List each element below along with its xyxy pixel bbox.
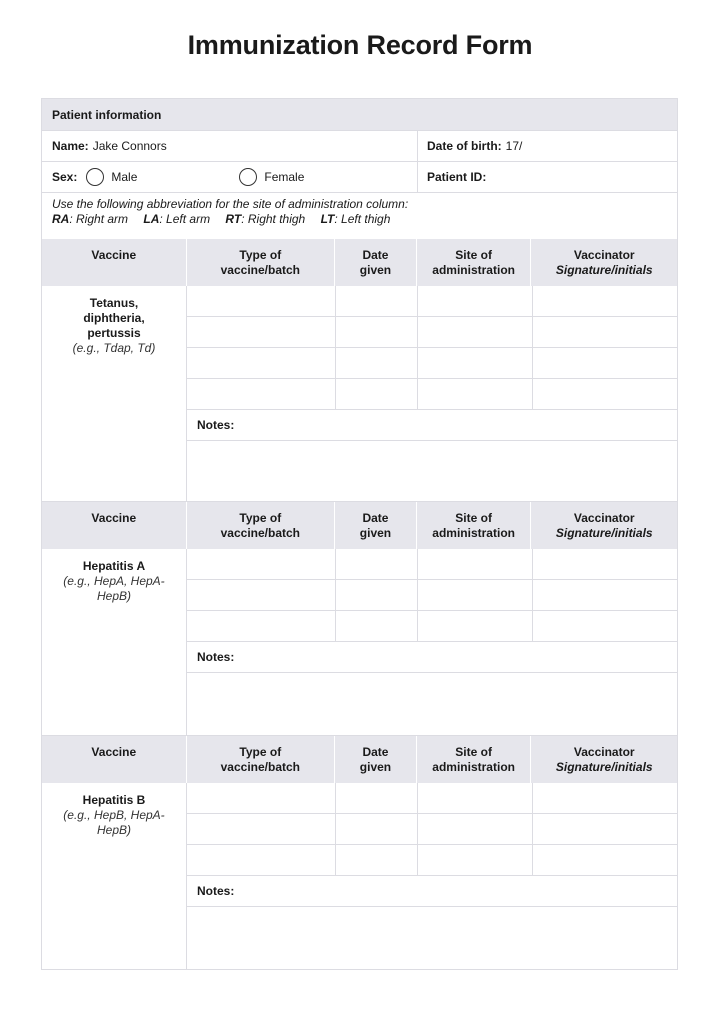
- signature-cell[interactable]: [533, 783, 677, 813]
- signature-cell[interactable]: [533, 379, 677, 409]
- table-row: [187, 845, 677, 876]
- type-cell[interactable]: [187, 580, 336, 610]
- col-type: Type of vaccine/batch: [187, 239, 336, 286]
- type-cell[interactable]: [187, 814, 336, 844]
- date-cell[interactable]: [336, 379, 418, 409]
- abbr-meaning: Right thigh: [247, 212, 306, 226]
- date-cell[interactable]: [336, 549, 418, 579]
- date-cell[interactable]: [336, 286, 418, 316]
- table-row: [187, 379, 677, 410]
- patient-info-header: [42, 99, 677, 131]
- patient-row-1: [42, 131, 677, 162]
- col-type: Type of vaccine/batch: [187, 502, 336, 549]
- vaccine-table-header: [42, 239, 677, 286]
- vaccine-example: (e.g., HepA, HepA-: [63, 574, 165, 588]
- patient-id-label: Patient ID:: [427, 170, 487, 184]
- col-date: Date given: [335, 239, 417, 286]
- dob-value: 17/: [505, 139, 523, 153]
- notes-label: Notes:: [187, 410, 677, 441]
- notes-field[interactable]: [187, 907, 677, 969]
- table-row: [187, 549, 677, 580]
- vaccine-name-cell: [42, 286, 187, 501]
- vaccine-example: (e.g., HepB, HepA-: [63, 808, 165, 822]
- dob-field[interactable]: [418, 131, 677, 161]
- site-cell[interactable]: [418, 286, 533, 316]
- col-type: Type of vaccine/batch: [187, 736, 336, 783]
- signature-cell[interactable]: [533, 317, 677, 347]
- signature-cell[interactable]: [533, 286, 677, 316]
- table-row: [187, 286, 677, 317]
- vaccine-name: Tetanus,: [89, 296, 139, 310]
- date-cell[interactable]: [336, 845, 418, 875]
- abbreviation-legend: RA: Right arm LA: Left arm RT: Right thigh LT: Left thigh: [52, 212, 391, 226]
- type-cell[interactable]: [187, 286, 336, 316]
- signature-cell[interactable]: [533, 845, 677, 875]
- type-cell[interactable]: [187, 783, 336, 813]
- col-site: Site of administration: [417, 736, 532, 783]
- vaccine-body: [42, 286, 677, 501]
- vaccine-section-hepatitis-b: [42, 736, 677, 970]
- site-cell[interactable]: [418, 580, 533, 610]
- notes-field[interactable]: [187, 673, 677, 735]
- name-field[interactable]: [42, 131, 418, 161]
- date-cell[interactable]: [336, 814, 418, 844]
- type-cell[interactable]: [187, 317, 336, 347]
- site-cell[interactable]: [418, 783, 533, 813]
- type-cell[interactable]: [187, 379, 336, 409]
- vaccine-name-cell: [42, 549, 187, 735]
- signature-cell[interactable]: [533, 611, 677, 641]
- abbr-meaning: Right arm: [76, 212, 129, 226]
- notes-field[interactable]: [187, 441, 677, 501]
- vaccine-example: HepB): [96, 823, 131, 837]
- vaccine-body: [42, 549, 677, 735]
- vaccine-body: [42, 783, 677, 969]
- name-value: Jake Connors: [92, 139, 167, 153]
- signature-cell[interactable]: [533, 348, 677, 378]
- signature-cell[interactable]: [533, 814, 677, 844]
- signature-cell[interactable]: [533, 549, 677, 579]
- abbr-meaning: Left thigh: [341, 212, 391, 226]
- table-row: [187, 580, 677, 611]
- date-cell[interactable]: [336, 348, 418, 378]
- col-date: Date given: [335, 502, 417, 549]
- date-cell[interactable]: [336, 317, 418, 347]
- vaccine-table-header: [42, 736, 677, 783]
- site-cell[interactable]: [418, 611, 533, 641]
- table-row: [187, 348, 677, 379]
- site-cell[interactable]: [418, 549, 533, 579]
- site-cell[interactable]: [418, 814, 533, 844]
- vaccine-table-header: [42, 502, 677, 549]
- col-date: Date given: [335, 736, 417, 783]
- notes-label: Notes:: [187, 642, 677, 673]
- male-radio[interactable]: [86, 168, 104, 186]
- col-vaccine: Vaccine: [42, 502, 187, 549]
- form-title: Immunization Record Form: [187, 30, 533, 60]
- col-vaccinator: Vaccinator Signature/initials: [555, 744, 653, 774]
- table-row: [187, 783, 677, 814]
- sex-label: Sex:: [52, 170, 78, 184]
- abbr-code: RA: [52, 212, 70, 226]
- col-site: Site of administration: [417, 502, 532, 549]
- male-label: Male: [111, 170, 138, 184]
- col-site: Site of administration: [417, 239, 532, 286]
- immunization-form: [41, 98, 678, 970]
- patient-info-label: Patient information: [52, 107, 162, 122]
- col-vaccinator: Vaccinator Signature/initials: [555, 247, 653, 277]
- abbreviation-note: [42, 193, 677, 239]
- abbreviation-intro: Use the following abbreviation for the site of administration column:: [52, 197, 409, 211]
- table-row: [187, 611, 677, 642]
- col-vaccine: Vaccine: [42, 239, 187, 286]
- vaccine-name: Hepatitis B: [82, 793, 146, 807]
- vaccine-example: (e.g., Tdap, Td): [72, 341, 156, 355]
- table-row: [187, 814, 677, 845]
- col-vaccine: Vaccine: [42, 736, 187, 783]
- date-cell[interactable]: [336, 611, 418, 641]
- abbr-meaning: Left arm: [166, 212, 211, 226]
- sex-field: [42, 162, 418, 192]
- patient-row-2: [42, 162, 677, 193]
- type-cell[interactable]: [187, 611, 336, 641]
- col-vaccinator: Vaccinator Signature/initials: [555, 510, 653, 540]
- site-cell[interactable]: [418, 317, 533, 347]
- name-label: Name:: [52, 139, 89, 153]
- vaccine-name-cell: [42, 783, 187, 969]
- signature-cell[interactable]: [533, 580, 677, 610]
- site-cell[interactable]: [418, 845, 533, 875]
- type-cell[interactable]: [187, 549, 336, 579]
- type-cell[interactable]: [187, 348, 336, 378]
- notes-label: Notes:: [187, 876, 677, 907]
- vaccine-name: pertussis: [87, 326, 141, 340]
- abbr-code: RT: [225, 212, 242, 226]
- patient-id-field[interactable]: [418, 162, 677, 192]
- vaccine-example: HepB): [96, 589, 131, 603]
- abbr-code: LT: [320, 212, 335, 226]
- site-cell[interactable]: [418, 348, 533, 378]
- date-cell[interactable]: [336, 580, 418, 610]
- vaccine-name: Hepatitis A: [82, 559, 146, 573]
- vaccine-section-hepatitis-a: [42, 502, 677, 736]
- type-cell[interactable]: [187, 845, 336, 875]
- abbr-code: LA: [143, 212, 160, 226]
- female-radio[interactable]: [239, 168, 257, 186]
- female-label: Female: [264, 170, 305, 184]
- vaccine-section-tdap: [42, 239, 677, 502]
- table-row: [187, 317, 677, 348]
- date-cell[interactable]: [336, 783, 418, 813]
- site-cell[interactable]: [418, 379, 533, 409]
- vaccine-name: diphtheria,: [83, 311, 145, 325]
- dob-label: Date of birth:: [427, 139, 502, 153]
